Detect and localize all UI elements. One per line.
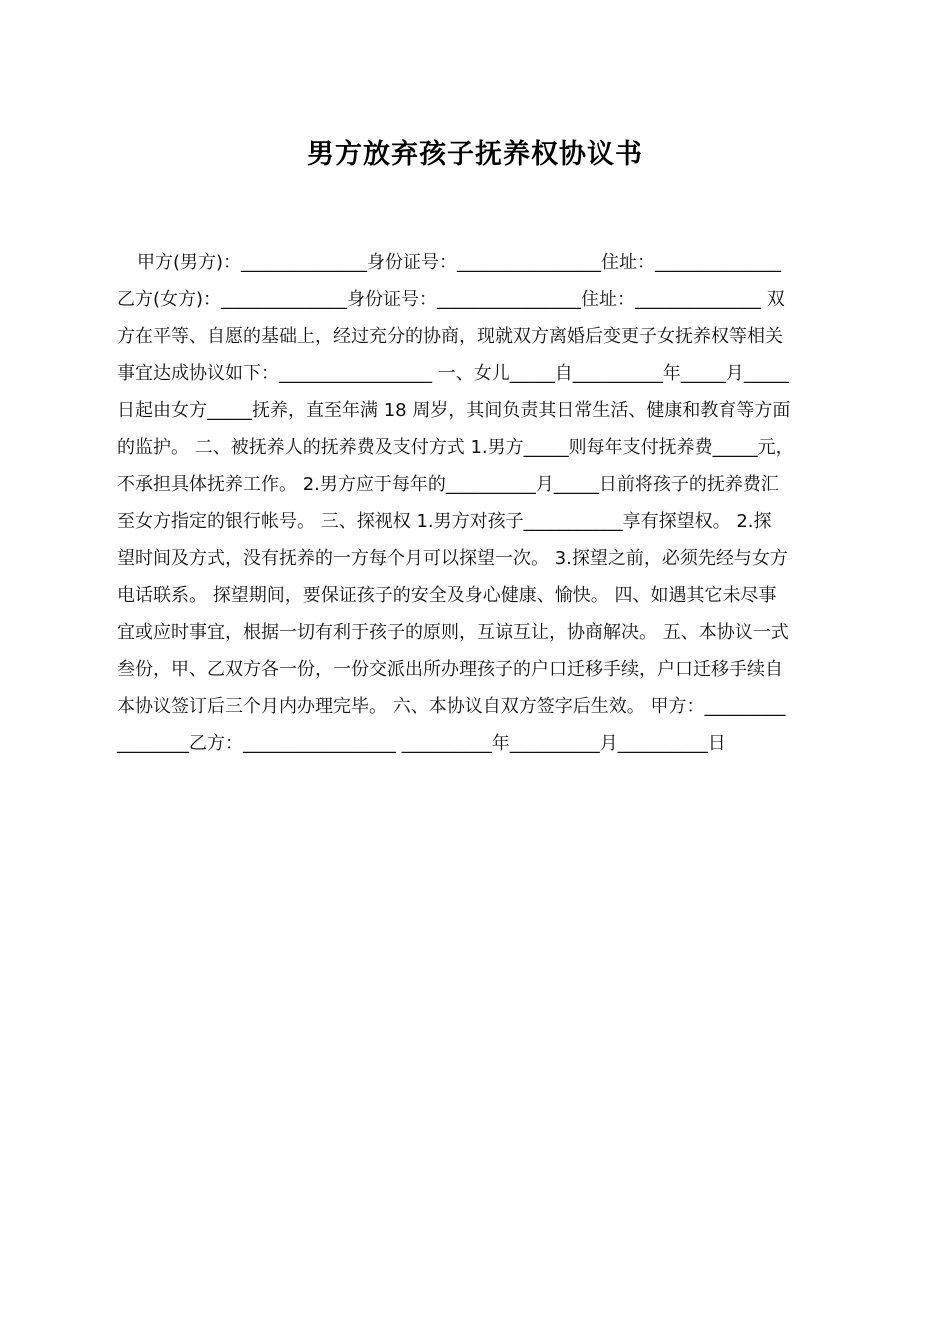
agreement-body — [117, 244, 837, 762]
agreement-line: 电话联系。 探望期间，要保证孩子的安全及身心健康、愉快。 四、如遇其它未尽事 — [117, 585, 777, 606]
agreement-line: 宜或应时事宜，根据一切有利于孩子的原则，互谅互让，协商解决。 五、本协议一式 — [117, 622, 789, 643]
agreement-line: 方在平等、自愿的基础上，经过充分的协商，现就双方离婚后变更子女抚养权等相关 — [117, 326, 783, 347]
agreement-line: 不承担具体抚养工作。 2.男方应于每年的__________月_____日前将孩子的抚养费汇 — [117, 474, 779, 495]
agreement-line: 至女方指定的银行帐号。 三、探视权 1.男方对孩子___________享有探望权。 2.探 — [117, 511, 772, 532]
document-title: 男方放弃孩子抚养权协议书 — [307, 139, 643, 170]
agreement-line: 事宜达成协议如下：_________________ 一、女儿_____自__________年_____月_____ — [117, 363, 789, 384]
agreement-line: 望时间及方式，没有抚养的一方每个月可以探望一次。 3.探望之前，必须先经与女方 — [117, 548, 788, 569]
signature-line: ________乙方：_________________ __________年__________月__________日 — [117, 733, 726, 754]
agreement-line: 的监护。 二、被抚养人的抚养费及支付方式 1.男方_____则每年支付抚养费_____元， — [117, 437, 794, 458]
agreement-line: 本协议签订后三个月内办理完毕。 六、本协议自双方签字后生效。 甲方：_________ — [117, 696, 786, 717]
agreement-line: 日起由女方_____抚养，直至年满 18 周岁，其间负责其日常生活、健康和教育等方面 — [117, 400, 791, 421]
agreement-line: 甲方(男方)：______________身份证号：________________住址：______________ — [137, 252, 782, 273]
agreement-line: 乙方(女方)：______________身份证号：________________住址：______________ 双 — [117, 289, 785, 310]
agreement-line: 叁份，甲、乙双方各一份，一份交派出所办理孩子的户口迁移手续，户口迁移手续自 — [117, 659, 783, 680]
